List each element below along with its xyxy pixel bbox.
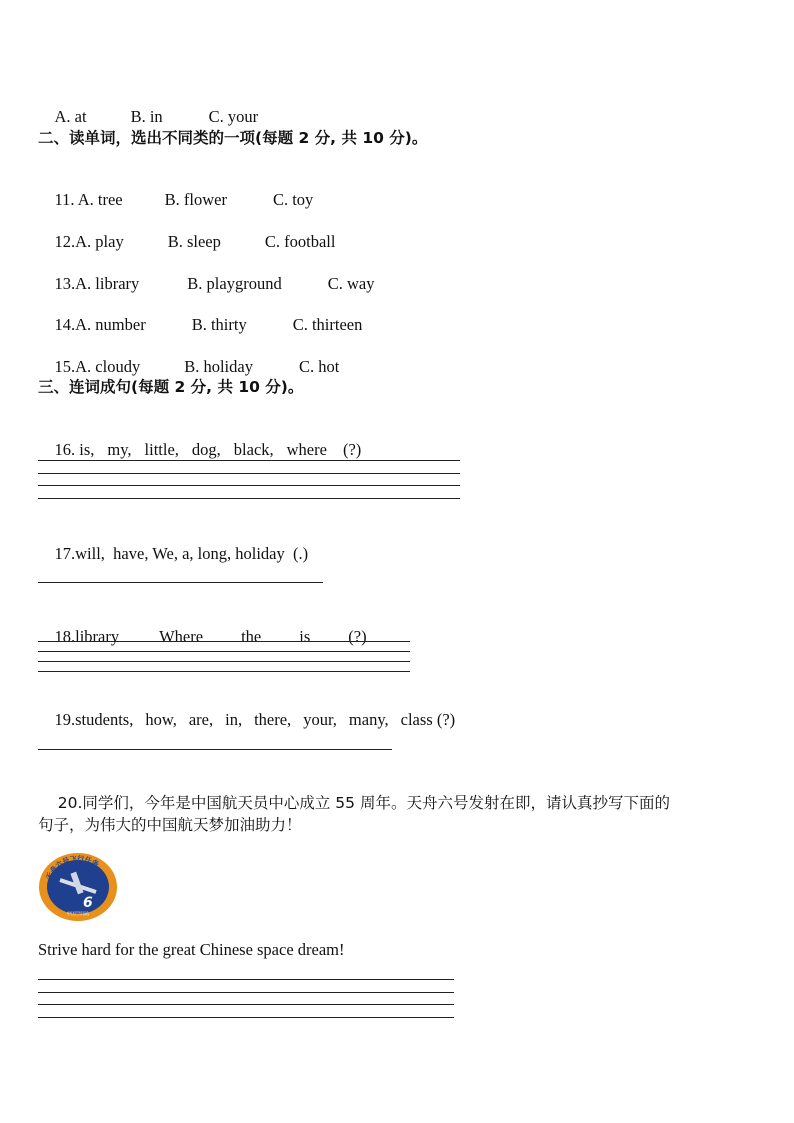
q14-number: 14 xyxy=(54,315,71,334)
q17-answer-line[interactable] xyxy=(38,582,323,583)
question-17 xyxy=(38,524,308,584)
q10-option-a: A. at xyxy=(54,107,87,126)
section-2-heading: 二、读单词，选出不同类的一项(每题 2 分, 共 10 分)。 xyxy=(38,129,428,147)
q10-option-c: C. your xyxy=(208,107,259,126)
q12-option-b: B. sleep xyxy=(167,232,221,251)
q20-sentence: Strive hard for the great Chinese space dream! xyxy=(38,940,345,959)
q19-word: there, xyxy=(254,710,292,729)
q20-instruction-1: .同学们，今年是中国航天员中心成立 55 周年。天舟六号发射在即，请认真抄写下面的 xyxy=(77,794,670,812)
q15-option-b: B. holiday xyxy=(184,357,253,376)
q19-word: in, xyxy=(225,710,243,729)
q16-word: (?) xyxy=(342,440,362,459)
q12-number: 12 xyxy=(54,232,71,251)
q11-number: 11 xyxy=(54,190,71,209)
q16-word: where xyxy=(286,440,327,459)
q18-word: .library xyxy=(71,627,120,646)
q11-option-c: C. toy xyxy=(272,190,314,209)
q19-word: class (?) xyxy=(400,710,456,729)
q17-number: 17 xyxy=(54,544,71,563)
q19-word: many, xyxy=(348,710,389,729)
q12-option-c: C. football xyxy=(264,232,336,251)
q13-option-c: C. way xyxy=(327,274,375,293)
question-19 xyxy=(38,690,455,750)
q13-option-a: .A. library xyxy=(71,274,140,293)
badge-number: 6 xyxy=(83,895,93,911)
q13-option-b: B. playground xyxy=(187,274,282,293)
q18-word: Where xyxy=(159,627,204,646)
q11-option-b: B. flower xyxy=(164,190,227,209)
q10-option-b: B. in xyxy=(130,107,163,126)
q19-answer-line[interactable] xyxy=(38,749,392,750)
q17-text: .will, have, We, a, long, holiday (.) xyxy=(71,544,309,563)
q20-answer-lines[interactable] xyxy=(38,979,454,1029)
q16-word: my, xyxy=(107,440,132,459)
q19-word: your, xyxy=(303,710,337,729)
q15-number: 15 xyxy=(54,357,71,376)
q15-option-c: C. hot xyxy=(298,357,340,376)
q20-instruction-2: 句子，为伟大的中国航天梦加油助力！ xyxy=(38,816,302,834)
q14-option-c: C. thirteen xyxy=(292,315,363,334)
q16-word: black, xyxy=(233,440,274,459)
q14-option-b: B. thirty xyxy=(191,315,247,334)
q19-word: .students, xyxy=(71,710,134,729)
badge-arc-text: 天舟六号飞行任务 xyxy=(44,854,101,881)
q18-word: is xyxy=(299,627,311,646)
q19-word: how, xyxy=(145,710,177,729)
q14-option-a: .A. number xyxy=(71,315,146,334)
q20-number: 20 xyxy=(57,794,78,812)
badge-footer-text: 中国空间站 xyxy=(66,912,90,917)
q16-word: little, xyxy=(144,440,179,459)
mission-badge-logo xyxy=(38,852,118,922)
q16-word: dog, xyxy=(191,440,221,459)
q19-word: are, xyxy=(188,710,214,729)
q18-word: the xyxy=(241,627,262,646)
q12-option-a: .A. play xyxy=(71,232,124,251)
q16-answer-lines[interactable] xyxy=(38,460,460,510)
q18-answer-lines[interactable] xyxy=(38,641,410,681)
q18-number: 18 xyxy=(54,627,71,646)
q16-number: 16 xyxy=(54,440,71,459)
q19-number: 19 xyxy=(54,710,71,729)
q18-word: (?) xyxy=(348,627,367,646)
q13-number: 13 xyxy=(54,274,71,293)
q11-option-a: . A. tree xyxy=(70,190,123,209)
q16-word: . is, xyxy=(71,440,95,459)
q15-option-a: .A. cloudy xyxy=(71,357,141,376)
section-3-heading: 三、连词成句(每题 2 分, 共 10 分)。 xyxy=(38,378,304,396)
